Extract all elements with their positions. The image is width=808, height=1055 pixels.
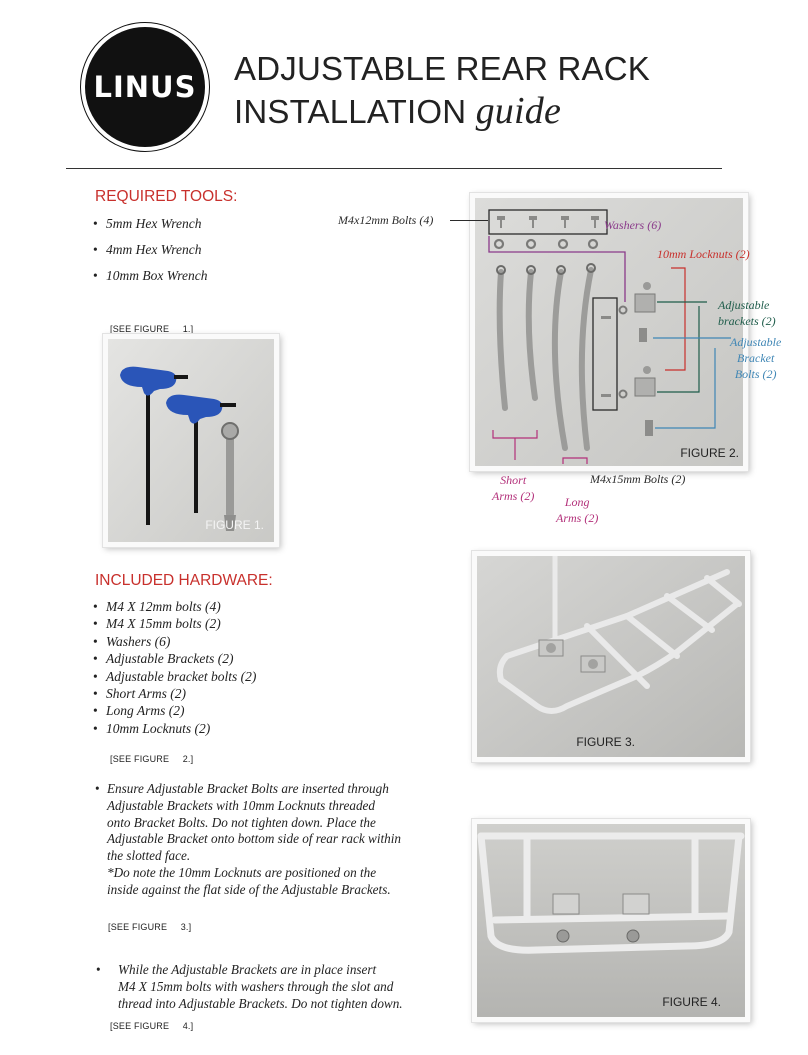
list-item: • 5mm Hex Wrench [93,211,333,237]
hardware-list [93,598,393,737]
figure-2-photo [470,193,748,471]
callout-short-arms [492,472,534,504]
hex-wrench-4mm-shaft [194,413,198,513]
bullet: • [96,962,101,977]
list-item: • Adjustable Brackets (2) [93,650,393,667]
text-line: onto Bracket Bolts. Do not tighten down. Place the [107,814,376,830]
callout-m4x12-bolts: M4x12mm Bolts (4) [338,213,434,227]
list-item: • Long Arms (2) [93,702,393,719]
list-item: • Short Arms (2) [93,685,393,702]
figure-3-photo [472,551,750,762]
box-wrench-ring [222,423,238,439]
list-item: • 4mm Hex Wrench [93,237,333,263]
callout-adjustable-bracket-bolts [730,334,781,382]
callout-m4x15-bolts: M4x15mm Bolts (2) [590,472,686,486]
callout-line: brackets (2) [718,314,776,328]
text-line: While the Adjustable Brackets are in place insert [118,962,377,977]
title-main: INSTALLATION [234,93,467,130]
logo-text: LINUS [93,70,197,104]
title-line-2 [234,90,650,133]
tools-list [93,211,333,289]
list-item: • 10mm Box Wrench [93,263,333,289]
see-figure-4: [SEE FIGURE 4.] [110,1021,194,1031]
header-divider [66,168,722,169]
step-2-instructions [96,962,448,1012]
callout-adjustable-brackets [718,297,776,329]
figure-4-label: FIGURE 4. [662,995,721,1009]
photo-background [477,556,745,757]
text-line: thread into Adjustable Brackets. Do not tighten down. [118,995,403,1011]
callout-line: Adjustable [730,335,782,349]
figure-2-label: FIGURE 2. [680,446,739,460]
text-line: Adjustable Bracket onto bottom side of rear rack within [107,831,401,847]
callout-washers: Washers (6) [604,218,662,232]
rack-bolts-illustration [477,824,745,1017]
adjustable-bracket [635,294,655,312]
locknut [643,282,651,290]
callout-line: Bolts (2) [734,367,777,381]
text-line: *Do note the 10mm Locknuts are positioned on the [107,864,377,880]
adjustable-bracket [635,378,655,396]
callout-line: Arms (2) [556,511,599,525]
see-figure-1: [SEE FIGURE 1.] [110,324,194,334]
see-figure-2: [SEE FIGURE 2.] [110,754,194,764]
callout-long-arms [556,494,598,526]
callout-m4x12-line [450,220,488,221]
photo-background [475,198,743,466]
included-hardware-heading: INCLUDED HARDWARE: [95,572,273,589]
list-item: • M4 X 15mm bolts (2) [93,615,393,632]
callout-line: Arms (2) [492,489,535,503]
logo-disc [85,27,205,147]
hex-wrench-5mm-shaft [146,387,150,525]
linus-logo [80,22,210,152]
bracket-bolt [645,420,653,436]
figure-3-label: FIGURE 3. [576,735,635,749]
callout-line: Long [564,495,590,509]
list-item: • M4 X 12mm bolts (4) [93,598,393,615]
bracket-bolt [639,328,647,342]
callout-locknuts: 10mm Locknuts (2) [657,247,750,261]
title-italic: guide [475,90,562,132]
callout-line: Short [500,473,527,487]
figure-1-photo [103,334,279,547]
step-1-instructions [95,781,447,899]
title-line-1: ADJUSTABLE REAR RACK [234,50,650,87]
text-line: Adjustable Brackets with 10mm Locknuts threaded [107,797,375,813]
callout-line: Adjustable [718,298,770,312]
list-item: • Washers (6) [93,633,393,650]
rack-bracket-illustration [477,556,745,757]
text-line: Ensure Adjustable Bracket Bolts are inserted through [107,781,389,796]
hardware-illustration [475,198,743,466]
tools-illustration [108,339,274,542]
bullet: • [95,781,100,796]
callout-line: Bracket [737,351,775,365]
figure-1-label: FIGURE 1. [205,518,264,532]
required-tools-heading: REQUIRED TOOLS: [95,188,238,205]
text-line: inside against the flat side of the Adjustable Brackets. [107,881,391,897]
text-line: the slotted face. [107,848,191,864]
list-item: • Adjustable bracket bolts (2) [93,668,393,685]
list-item: • 10mm Locknuts (2) [93,720,393,737]
see-figure-3: [SEE FIGURE 3.] [108,922,192,932]
locknut [643,366,651,374]
page-title [234,48,650,133]
box-wrench-body [226,435,234,517]
figure-4-photo [472,819,750,1022]
text-line: M4 X 15mm bolts with washers through the slot and [118,978,394,994]
